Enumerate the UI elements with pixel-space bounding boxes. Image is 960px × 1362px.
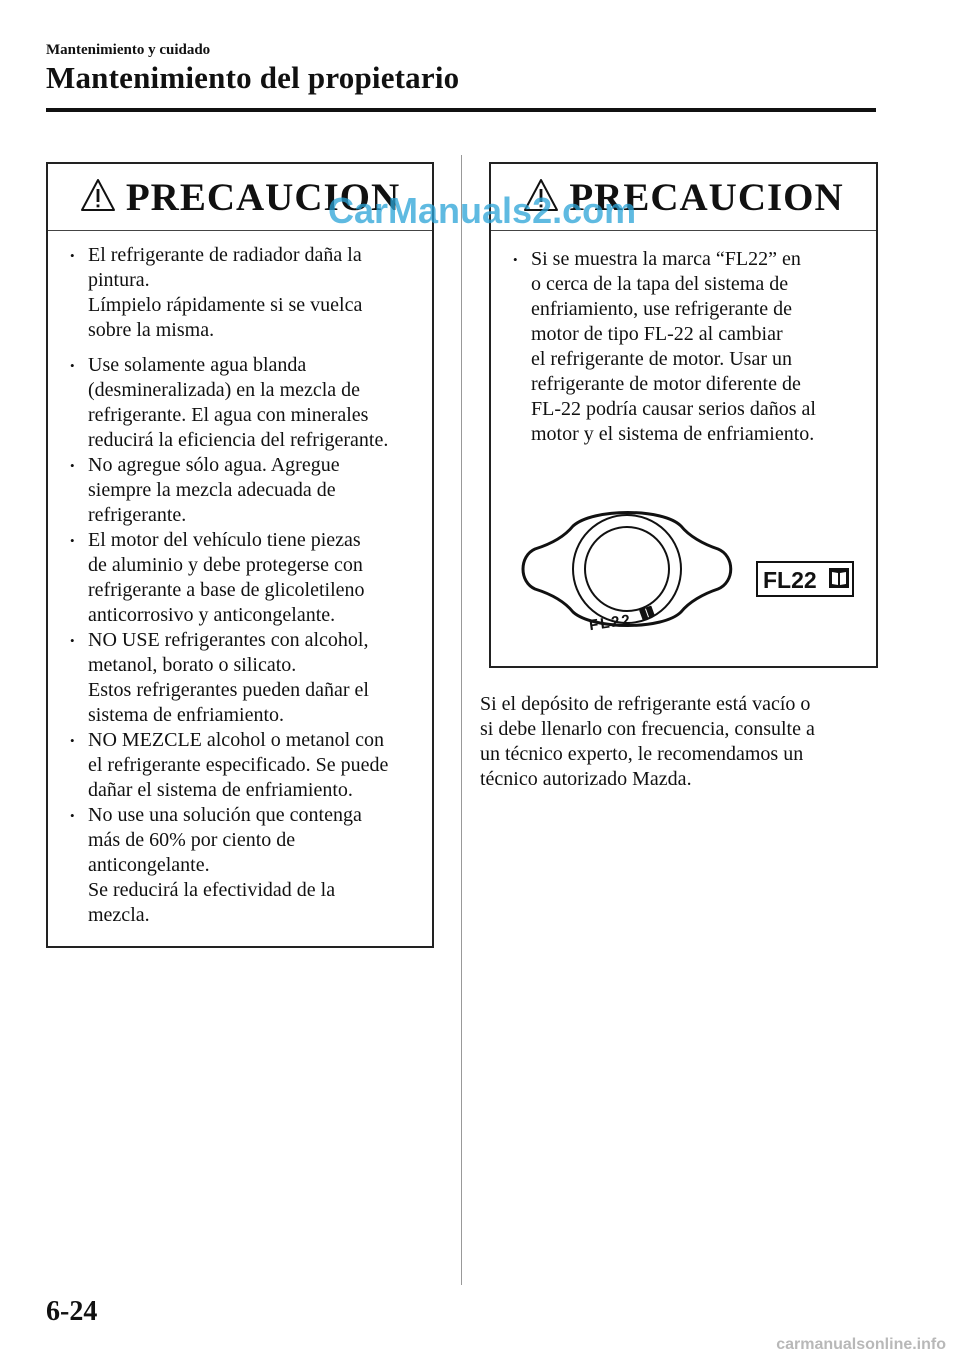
caution-item-line: reducirá la eficiencia del refrigerante.: [88, 429, 389, 451]
caution-item-line: refrigerante de motor diferente de: [531, 373, 801, 395]
cap-mark-text: FL22: [588, 611, 634, 635]
caution-item-line: • El refrigerante de radiador daña la: [88, 244, 362, 266]
caution-item-line: • Si se muestra la marca “FL22” en: [531, 248, 801, 270]
caution-item-line: Estos refrigerantes pueden dañar el: [88, 679, 369, 701]
caution-item: [48, 528, 426, 628]
caution-item-line: Se reducirá la efectividad de la: [88, 879, 336, 901]
caution-item-line: refrigerante a base de glicoletileno: [88, 579, 365, 601]
caution-item-line: más de 60% por ciento de: [88, 829, 296, 851]
caution-item-line: FL-22 podría causar serios daños al: [531, 398, 816, 420]
caution-item: [48, 353, 426, 453]
caution-box-left: [46, 162, 434, 948]
caution-box-right: [489, 162, 878, 668]
caution-item: [48, 453, 426, 528]
caution-item: [48, 728, 426, 803]
section-label: Mantenimiento y cuidado: [46, 42, 211, 58]
caution-title-left: PRECAUCION: [125, 175, 401, 219]
caution-item-line: • El motor del vehículo tiene piezas: [88, 529, 361, 551]
caution-item: [48, 803, 426, 928]
caution-item-line: • No agregue sólo agua. Agregue: [88, 454, 340, 476]
caution-item-line: metanol, borato o silicato.: [88, 654, 297, 676]
caution-item-line: • Use solamente agua blanda: [88, 354, 307, 376]
page-number: 6-24: [46, 1296, 98, 1327]
caution-item-line: • NO USE refrigerantes con alcohol,: [88, 629, 369, 651]
caution-item-line: el refrigerante de motor. Usar un: [531, 348, 793, 370]
caution-item-line: Límpielo rápidamente si se vuelca: [88, 294, 363, 316]
title-rule: [46, 108, 876, 112]
caution-item: [491, 247, 876, 447]
caution-item-line: motor y el sistema de enfriamiento.: [531, 423, 815, 445]
page-title: Mantenimiento del propietario: [46, 60, 460, 95]
column-divider: [461, 155, 462, 1285]
caution-item: [48, 243, 426, 343]
watermark: CarManuals2.com: [328, 190, 637, 231]
caution-item-line: sistema de enfriamiento.: [88, 704, 285, 726]
caution-list-right: [491, 247, 876, 447]
body-line: si debe llenarlo con frecuencia, consulte a: [480, 718, 815, 740]
fl22-label-text: FL22: [763, 567, 817, 593]
caution-item-line: pintura.: [88, 269, 150, 291]
radiator-cap-figure: [513, 504, 855, 644]
caution-item-line: o cerca de la tapa del sistema de: [531, 273, 789, 295]
warning-triangle-icon: [80, 178, 116, 212]
caution-item-line: dañar el sistema de enfriamiento.: [88, 779, 353, 801]
cap-outline: [523, 513, 731, 626]
caution-item-line: sobre la misma.: [88, 319, 215, 341]
open-book-icon: [829, 568, 849, 588]
body-paragraph: [480, 692, 880, 792]
caution-item-line: (desmineralizada) en la mezcla de: [88, 379, 361, 401]
caution-item-line: • No use una solución que contenga: [88, 804, 362, 826]
caution-item-line: anticongelante.: [88, 854, 210, 876]
footer-watermark: carmanualsonline.info: [776, 1336, 946, 1353]
caution-item-line: anticorrosivo y anticongelante.: [88, 604, 336, 626]
caution-list-left: [48, 243, 432, 928]
caution-item: [48, 628, 426, 728]
body-line: un técnico experto, le recomendamos un: [480, 743, 804, 765]
caution-item-line: refrigerante. El agua con minerales: [88, 404, 369, 426]
caution-item-line: enfriamiento, use refrigerante de: [531, 298, 792, 320]
body-line: Si el depósito de refrigerante está vacío o: [480, 693, 811, 715]
caution-title-right: PRECAUCION: [569, 175, 844, 219]
caution-item-line: motor de tipo FL-22 al cambiar: [531, 323, 783, 345]
caution-item-line: refrigerante.: [88, 504, 187, 526]
caution-item-line: • NO MEZCLE alcohol o metanol con: [88, 729, 385, 751]
caution-item-line: mezcla.: [88, 904, 150, 926]
body-line: técnico autorizado Mazda.: [480, 768, 692, 790]
caution-item-line: el refrigerante especificado. Se puede: [88, 754, 389, 776]
caution-item-line: siempre la mezcla adecuada de: [88, 479, 336, 501]
caution-item-line: de aluminio y debe protegerse con: [88, 554, 363, 576]
